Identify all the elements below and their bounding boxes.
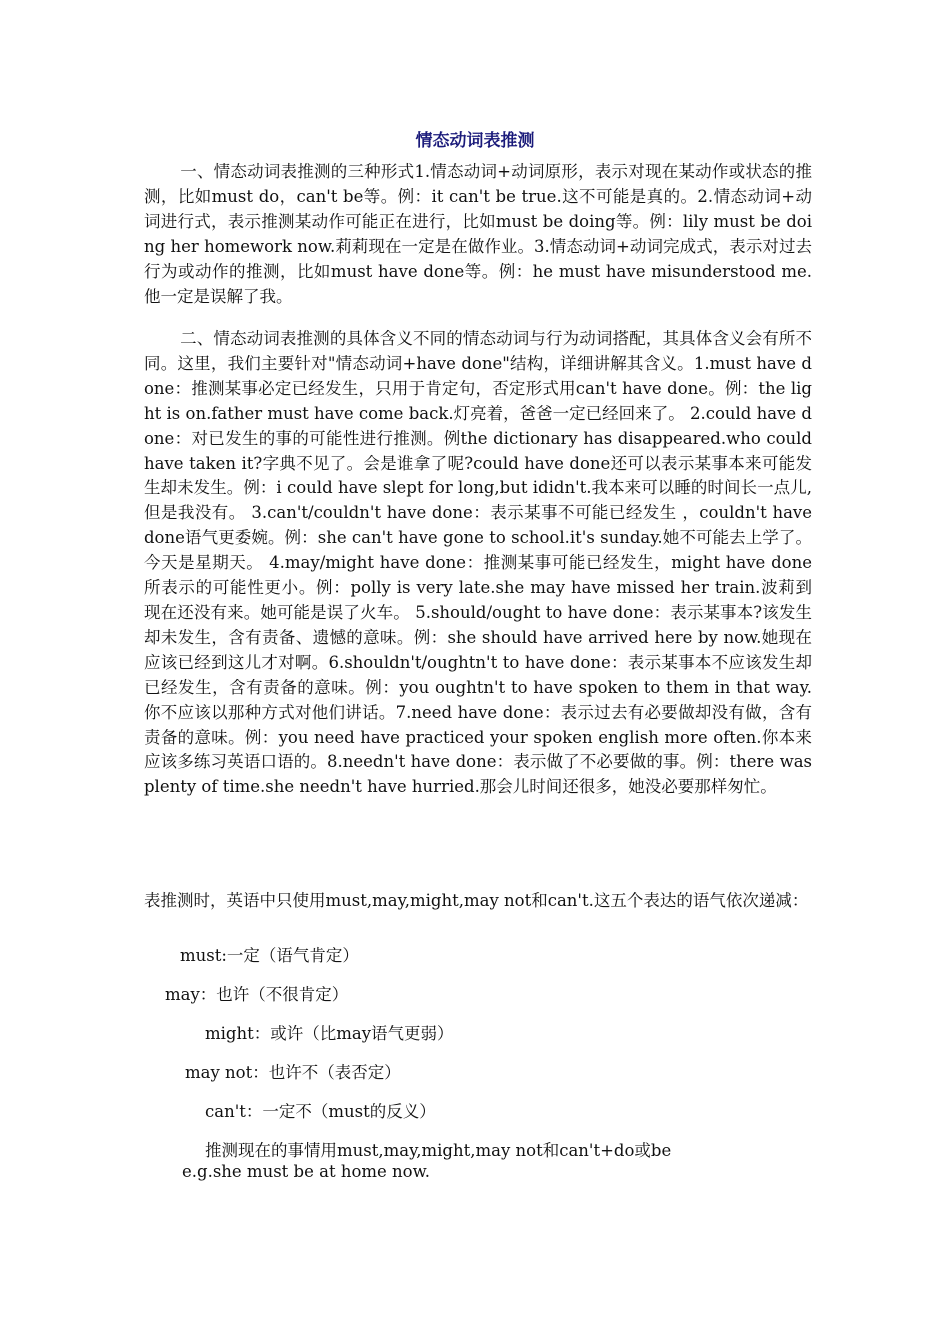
- list-item-may: may：也许（不很肯定）: [165, 985, 349, 1004]
- list-item-cant: can't：一定不（must的反义）: [205, 1102, 436, 1121]
- list-item-may-not: may not：也许不（表否定）: [185, 1063, 401, 1082]
- paragraph-specific-meanings: [144, 327, 812, 800]
- list-item-example: e.g.she must be at home now.: [182, 1162, 431, 1181]
- paragraph-text: 一、情态动词表推测的三种形式1.情态动词+动词原形，表示对现在某动作或状态的推测，比如must do，can't be等。例：it can't be true.这不可能是真的。2.情态动词+动词进行式，表示推测某动作可能正在进行，比如must be doing等。例：lily must be doing her homework now.莉莉现在一定是在做作业。3.情态动词+动词完成式，表示对过去行为或动作的推测，比如must have done等。例：he must have misunderstood me.他一定是误解了我。: [144, 162, 812, 306]
- list-item-present-rule: 推测现在的事情用must,may,might,may not和can't+do或be: [205, 1141, 672, 1160]
- paragraph-text: 二、情态动词表推测的具体含义不同的情态动词与行为动词搭配，其具体含义会有所不同。这里，我们主要针对"情态动词+have done"结构，详细讲解其含义。1.must have done：推测某事必定已经发生，只用于肯定句，否定形式用can't have done。例：the light is on.father must have come back.灯亮着，爸爸一定已经回来了。 2.could have done：对已发生的事的可能性进行推测。例the dictionary has disappeared.who could have taken it?字典不见了。会是谁拿了呢?could have done还可以表示某事本来可能发生却未发生。例：i could have slept for long,but ididn't.我本来可以睡的时间长一点儿,但是我没有。 3.can't/couldn't have done：表示某事不可能已经发生 ，couldn't have done语气更委婉。例：she can't have gone to school.it's sunday.她不可能去上学了。今天是星期天。 4.may/might have done：推测某事可能已经发生，might have done所表示的可能性更小。例：polly is very late.she may have missed her train.波莉到现在还没有来。她可能是误了火车。 5.should/ought to have done：表示某事本?该发生却未发生，含有责备、遗憾的意味。例：she should have arrived here by now.她现在应该已经到这儿才对啊。6.shouldn't/oughtn't to have done：表示某事本不应该发生却已经发生，含有责备的意味。例：you oughtn't to have spoken to them in that way.你不应该以那种方式对他们讲话。7.need have done：表示过去有必要做却没有做，含有责备的意味。例：you need have practiced your spoken english more often.你本来应该多练习英语口语的。8.needn't have done：表示做了不必要做的事。例：there was plenty of time.she needn't have hurried.那会儿时间还很多，她没必要那样匆忙。: [144, 329, 812, 797]
- paragraph-three-forms: [144, 160, 812, 309]
- paragraph-text: 表推测时，英语中只使用must,may,might,may not和can't.这五个表达的语气依次递减：: [144, 891, 809, 910]
- paragraph-degree-summary: [144, 889, 812, 914]
- document-title: 情态动词表推测: [415, 131, 535, 151]
- list-item-must: must:一定（语气肯定）: [180, 946, 359, 965]
- list-item-might: might：或许（比may语气更弱）: [205, 1024, 454, 1043]
